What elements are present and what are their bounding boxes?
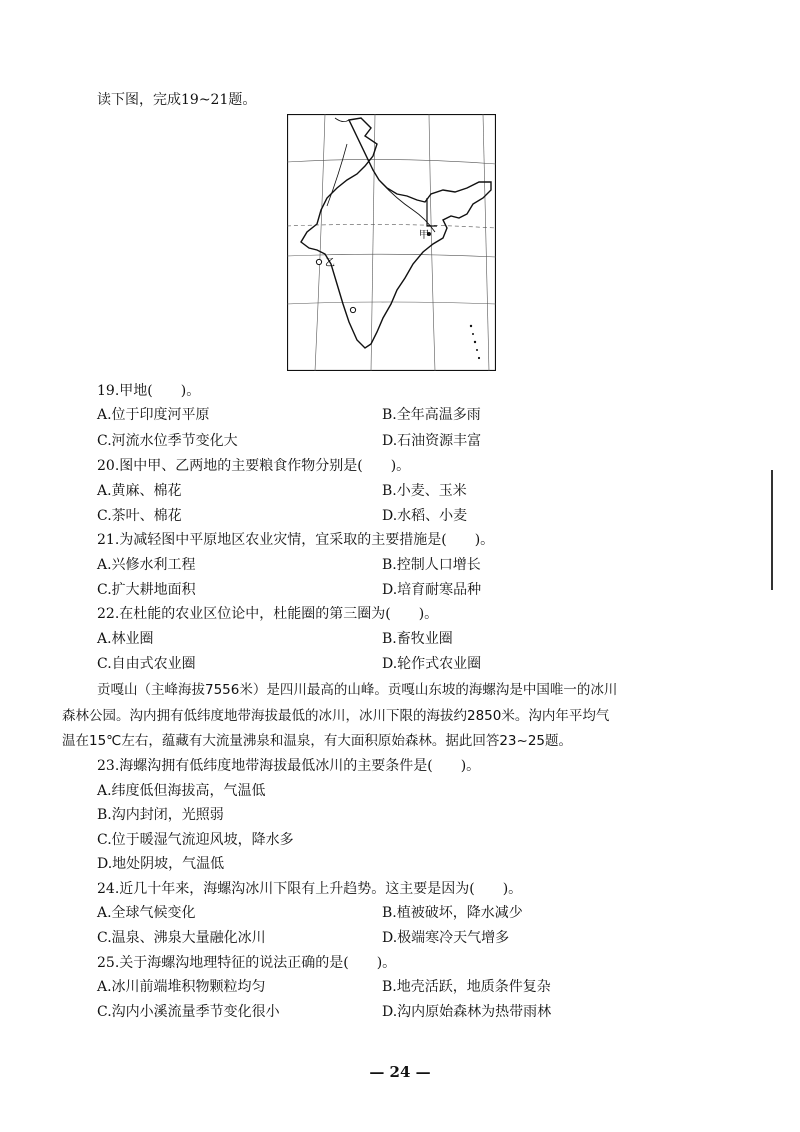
question-22-option-b[interactable]: B.畜牧业圈 <box>382 631 453 647</box>
question-23-option-b[interactable]: B.沟内封闭，光照弱 <box>97 807 224 823</box>
intro-text: 读下图，完成19~21题。 <box>97 92 257 108</box>
question-21-option-c[interactable]: C.扩大耕地面积 <box>97 582 196 598</box>
question-21-option-b[interactable]: B.控制人口增长 <box>382 557 481 573</box>
question-19-stem: 19.甲地( )。 <box>97 383 201 399</box>
question-21-option-a[interactable]: A.兴修水利工程 <box>97 557 196 573</box>
question-25-option-b[interactable]: B.地壳活跃，地质条件复杂 <box>382 979 551 995</box>
india-map-svg <box>287 114 496 371</box>
question-20-option-c[interactable]: C.茶叶、棉花 <box>97 508 182 524</box>
question-23-option-d[interactable]: D.地处阴坡，气温低 <box>97 856 225 872</box>
label-yi: 乙 <box>325 258 335 269</box>
india-map <box>287 114 496 371</box>
passage-line-3: 温在15℃左右，蕴藏有大流量沸泉和温泉，有大面积原始森林。据此回答23~25题。 <box>62 733 573 749</box>
label-jia: 甲 <box>419 230 429 241</box>
passage-line-2: 森林公园。沟内拥有低纬度地带海拔最低的冰川，冰川下限的海拔约2850米。沟内年平均气 <box>62 708 610 724</box>
question-22-option-a[interactable]: A.林业圈 <box>97 631 154 647</box>
point-yi-marker <box>316 259 321 264</box>
question-24-option-a[interactable]: A.全球气候变化 <box>97 905 196 921</box>
question-24-stem: 24.近几十年来，海螺沟冰川下限有上升趋势。这主要是因为( )。 <box>97 881 523 897</box>
question-25-stem: 25.关于海螺沟地理特征的说法正确的是( )。 <box>97 955 397 971</box>
question-24-option-d[interactable]: D.极端寒冷天气增多 <box>382 930 510 946</box>
question-20-option-b[interactable]: B.小麦、玉米 <box>382 483 467 499</box>
question-25-option-a[interactable]: A.冰川前端堆积物颗粒均匀 <box>97 979 266 995</box>
question-20-option-a[interactable]: A.黄麻、棉花 <box>97 483 182 499</box>
question-22-option-c[interactable]: C.自由式农业圈 <box>97 656 196 672</box>
question-20-option-d[interactable]: D.水稻、小麦 <box>382 508 468 524</box>
question-22-option-d[interactable]: D.轮作式农业圈 <box>382 656 482 672</box>
point-south-marker <box>350 307 355 312</box>
question-21-option-d[interactable]: D.培育耐寒品种 <box>382 582 482 598</box>
question-24-option-b[interactable]: B.植被破坏，降水减少 <box>382 905 523 921</box>
scan-edge-mark <box>771 470 773 590</box>
passage-line-1: 贡嘎山（主峰海拔7556米）是四川最高的山峰。贡嘎山东坡的海螺沟是中国唯一的冰川 <box>97 682 618 698</box>
question-19-option-c[interactable]: C.河流水位季节变化大 <box>97 433 238 449</box>
question-20-stem: 20.图中甲、乙两地的主要粮食作物分别是( )。 <box>97 458 411 474</box>
question-25-option-c[interactable]: C.沟内小溪流量季节变化很小 <box>97 1004 280 1020</box>
question-25-option-d[interactable]: D.沟内原始森林为热带雨林 <box>382 1004 552 1020</box>
question-23-option-c[interactable]: C.位于暖湿气流迎风坡，降水多 <box>97 832 294 848</box>
question-19-option-d[interactable]: D.石油资源丰富 <box>382 433 482 449</box>
question-19-option-a[interactable]: A.位于印度河平原 <box>97 407 210 423</box>
question-22-stem: 22.在杜能的农业区位论中，杜能圈的第三圈为( )。 <box>97 606 439 622</box>
question-24-option-c[interactable]: C.温泉、沸泉大量融化冰川 <box>97 930 266 946</box>
page-number: — 24 — <box>369 1063 431 1081</box>
question-21-stem: 21.为减轻图中平原地区农业灾情，宜采取的主要措施是( )。 <box>97 532 495 548</box>
question-23-option-a[interactable]: A.纬度低但海拔高，气温低 <box>97 783 266 799</box>
question-23-stem: 23.海螺沟拥有低纬度地带海拔最低冰川的主要条件是( )。 <box>97 758 481 774</box>
question-19-option-b[interactable]: B.全年高温多雨 <box>382 407 481 423</box>
